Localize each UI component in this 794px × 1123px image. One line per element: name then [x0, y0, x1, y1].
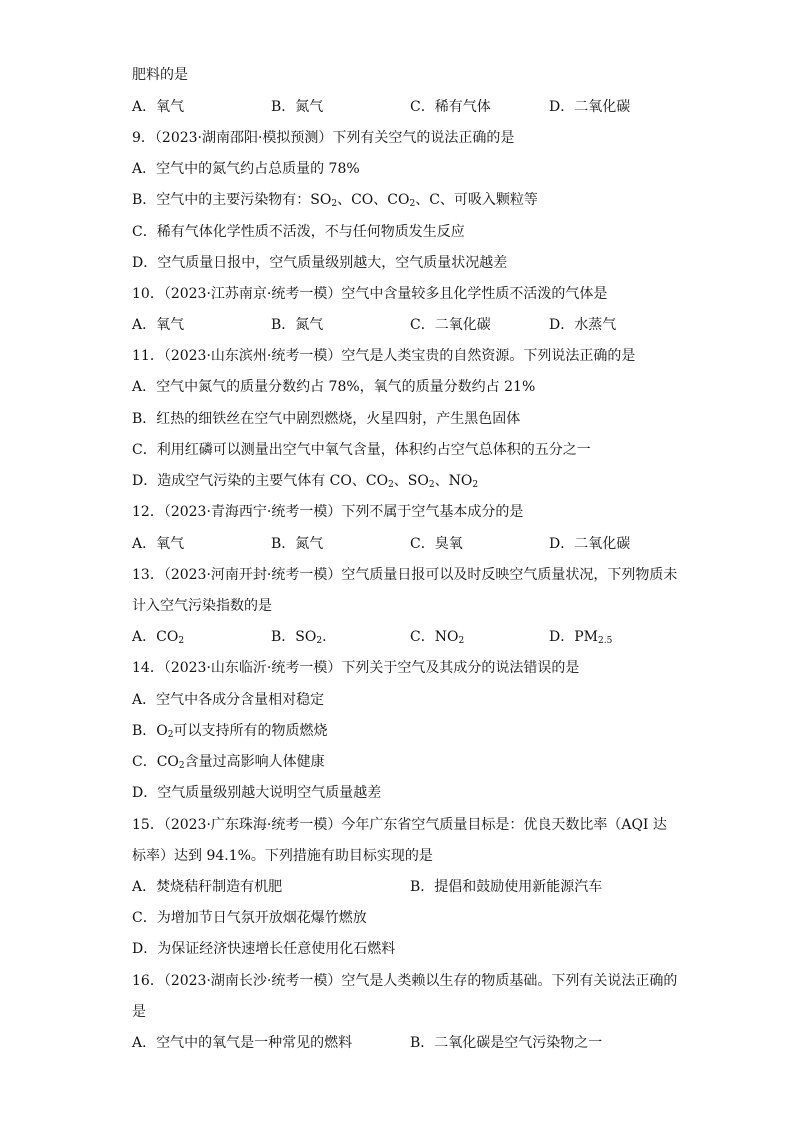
q15-option-c: C．为增加节日气氛开放烟花爆竹燃放 — [132, 910, 367, 926]
q15-option-d: D．为保证经济快速增长任意使用化石燃料 — [132, 941, 396, 957]
q8-options — [132, 95, 694, 119]
subscript: 2 — [178, 636, 185, 646]
q13-a-text: A．CO — [132, 629, 179, 645]
subscript: 2 — [388, 480, 394, 490]
q14-b-text-2: 可以支持所有的物质燃烧 — [173, 723, 328, 739]
q13-d-text: D．PM — [549, 629, 598, 645]
subscript: 2 — [409, 199, 416, 209]
q9-b-text-2: 、CO、CO — [337, 192, 410, 208]
q14-c-text-2: 含量过高影响人体健康 — [184, 754, 325, 770]
q15-stem-line-1: 15．（2023·广东珠海·统考一模）今年广东省空气质量目标是：优良天数比率（AQI 达 — [132, 817, 667, 833]
q13-option-b — [271, 625, 410, 649]
q13-option-d — [549, 625, 612, 649]
q8-option-a: A．氧气 — [132, 99, 185, 115]
q11-d-text-2: 、SO — [393, 473, 429, 489]
q10-options — [132, 313, 694, 337]
q12-stem: 12．（2023·青海西宁·统考一模）下列不属于空气基本成分的是 — [132, 504, 524, 520]
q16-option-b: B．二氧化碳是空气污染物之一 — [410, 1035, 603, 1051]
q14-c-text-1: C．CO — [132, 754, 179, 770]
q12-options — [132, 532, 694, 556]
q9-stem: 9．（2023·湖南邵阳·模拟预测）下列有关空气的说法正确的是 — [132, 130, 515, 146]
q10-option-b: B．氮气 — [271, 317, 324, 333]
q16-option-a: A．空气中的氧气是一种常见的燃料 — [132, 1035, 353, 1051]
q13-b-text: B．SO — [271, 629, 317, 645]
q11-option-b: B．红热的细铁丝在空气中剧烈燃烧，火星四射，产生黑色固体 — [132, 411, 521, 427]
q9-b-text-1: B．空气中的主要污染物有：SO — [132, 192, 332, 208]
q9-option-a: A．空气中的氮气约占总质量的 78% — [132, 161, 360, 177]
q13-option-c — [410, 625, 549, 649]
q14-option-b — [132, 719, 694, 743]
q14-option-a: A．空气中各成分含量相对稳定 — [132, 692, 325, 708]
subscript: 2.5 — [597, 636, 613, 646]
q16-stem-line-2: 是 — [132, 1004, 146, 1020]
q16-stem-line-1: 16．（2023·湖南长沙·统考一模）空气是人类赖以生存的物质基础。下列有关说法正确的 — [132, 973, 678, 989]
q8-stem-tail: 肥料的是 — [132, 67, 188, 83]
q14-option-d: D．空气质量级别越大说明空气质量越差 — [132, 785, 382, 801]
q12-option-c: C．臭氧 — [410, 536, 463, 552]
q11-option-d — [132, 469, 694, 493]
q8-option-d: D．二氧化碳 — [549, 99, 631, 115]
q13-c-text: C．NO — [410, 629, 459, 645]
subscript: 2 — [167, 730, 174, 740]
q13-stem-line-2: 计入空气污染指数的是 — [132, 598, 272, 614]
q15-options-ab — [132, 875, 694, 899]
subscript: 2 — [428, 480, 435, 490]
q11-option-c: C．利用红磷可以测量出空气中氧气含量，体积约占空气总体积的五分之一 — [132, 442, 591, 458]
q15-stem-line-2: 标率）达到 94.1%。下列措施有助目标实现的是 — [132, 848, 433, 864]
q14-option-c — [132, 750, 694, 774]
q15-option-a: A．焚烧秸秆制造有机肥 — [132, 879, 283, 895]
q11-option-a: A．空气中氮气的质量分数约占 78%，氧气的质量分数约占 21% — [132, 379, 536, 395]
subscript: 2 — [458, 636, 465, 646]
q13-options — [132, 625, 694, 649]
q11-d-text-3: 、NO — [434, 473, 473, 489]
q12-option-b: B．氮气 — [271, 536, 324, 552]
q9-option-d: D．空气质量日报中，空气质量级别越大，空气质量状况越差 — [132, 255, 508, 271]
q10-option-c: C．二氧化碳 — [410, 317, 491, 333]
subscript: 2 — [178, 761, 185, 771]
q13-option-a — [132, 625, 271, 649]
q9-b-text-3: 、C、可吸入颗粒等 — [415, 192, 538, 208]
q10-stem: 10．（2023·江苏南京·统考一模）空气中含量较多且化学性质不活泼的气体是 — [132, 286, 608, 302]
q8-option-c: C．稀有气体 — [410, 99, 491, 115]
q11-stem: 11．（2023·山东滨州·统考一模）空气是人类宝贵的自然资源。下列说法正确的是 — [132, 348, 636, 364]
q9-option-c: C．稀有气体化学性质不活泼，不与任何物质发生反应 — [132, 224, 465, 240]
q16-options-ab — [132, 1031, 694, 1055]
subscript: 2 — [472, 480, 479, 490]
q13-b-dot: . — [322, 629, 327, 645]
subscript: 2 — [331, 199, 338, 209]
q12-option-a: A．氧气 — [132, 536, 185, 552]
q10-option-a: A．氧气 — [132, 317, 185, 333]
subscript: 2 — [316, 636, 323, 646]
q14-b-text-1: B．O — [132, 723, 168, 739]
q12-option-d: D．二氧化碳 — [549, 536, 631, 552]
q8-option-b: B．氮气 — [271, 99, 324, 115]
q10-option-d: D．水蒸气 — [549, 317, 617, 333]
q9-option-b — [132, 188, 694, 212]
q15-option-b: B．提倡和鼓励使用新能源汽车 — [410, 879, 603, 895]
q11-d-text-1: D．造成空气污染的主要气体有 CO、CO — [132, 473, 389, 489]
q14-stem: 14．（2023·山东临沂·统考一模）下列关于空气及其成分的说法错误的是 — [132, 660, 580, 676]
q13-stem-line-1: 13．（2023·河南开封·统考一模）空气质量日报可以及时反映空气质量状况，下列物质未 — [132, 567, 678, 583]
